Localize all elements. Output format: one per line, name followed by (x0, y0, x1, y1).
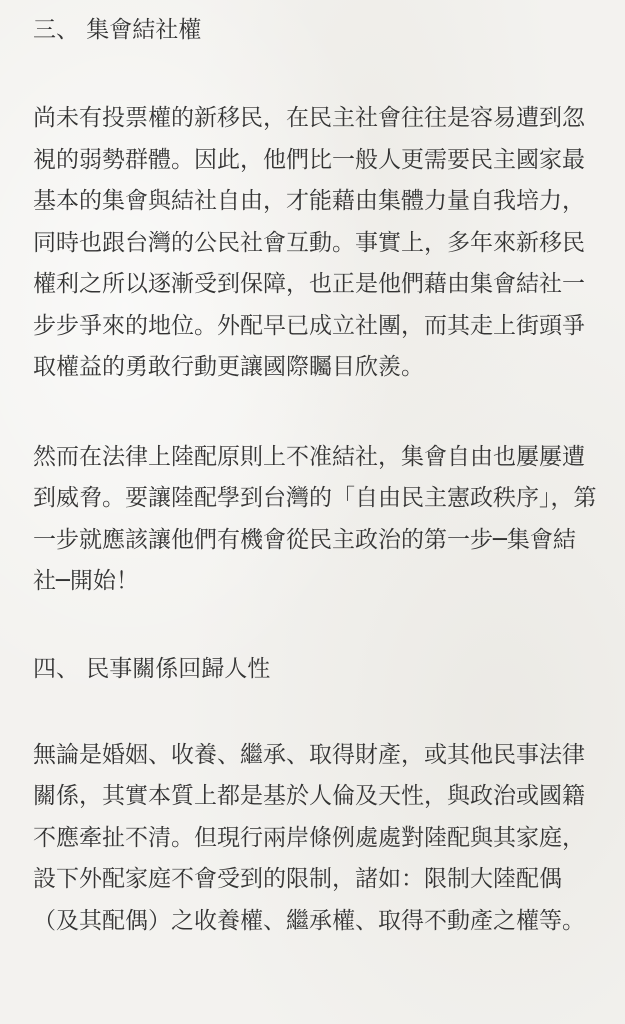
section-3-paragraph-2: 然而在法律上陸配原則上不准結社，集會自由也屢屢遭到威脅。要讓陸配學到台灣的「自由民主憲政秩序」，第一步就應該讓他們有機會從民主政治的第一步─集會結社─開始！ (33, 443, 597, 594)
section-4-paragraph-1: 無論是婚姻、收養、繼承、取得財產，或其他民事法律關係，其實本質上都是基於人倫及天性，與政治或國籍不應牽扯不清。但現行兩岸條例處處對陸配與其家庭，設下外配家庭不會受到的限制，諸如：限制大陸配偶（及其配偶）之收養權、繼承權、取得不動產之權等。 (33, 741, 585, 934)
article-body (33, 10, 598, 942)
section-heading-4: 四、 民事關係回歸人性 (33, 655, 271, 682)
section-heading-3: 三、 集會結社權 (33, 17, 202, 43)
section-3-paragraph-1: 尚未有投票權的新移民，在民主社會往往是容易遭到忽視的弱勢群體。因此，他們比一般人更需要民主國家最基本的集會與結社自由，才能藉由集體力量自我培力，同時也跟台灣的公民社會互動。事實上，多年來新移民權利之所以逐漸受到保障，也正是他們藉由集會結社一步步爭來的地位。外配早已成立社團，而其走上街頭爭取權益的勇敢行動更讓國際矚目欣羨。 (33, 105, 585, 380)
